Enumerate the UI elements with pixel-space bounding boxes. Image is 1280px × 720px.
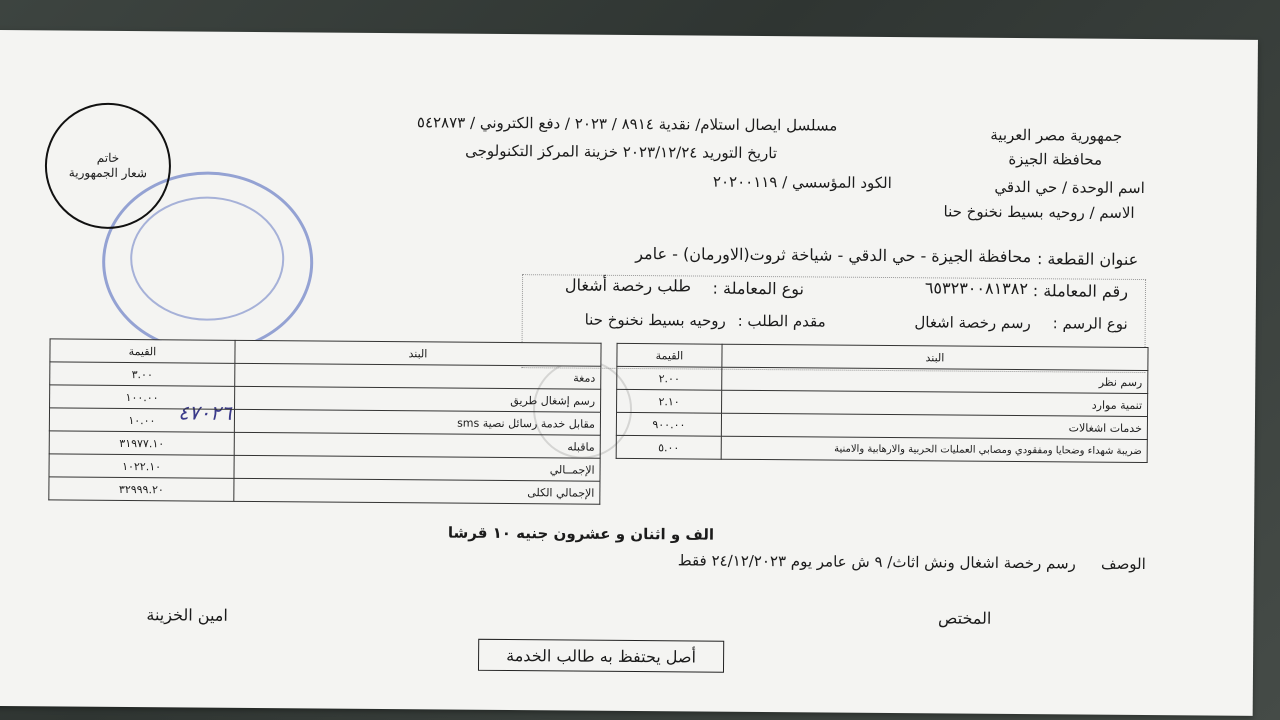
fee-type-value: رسم رخصة اشغال [914,313,1031,333]
description-value: رسم رخصة اشغال ونش اثاث/ ٩ ش عامر يوم ٢٤/١٢/٢٠٢٣ فقط [677,551,1076,573]
retention-note: أصل يحتفظ به طالب الخدمة [506,645,697,667]
item-cell: ماقبله [234,432,600,458]
transaction-type-value: طلب رخصة أشغال [564,275,692,296]
value-cell: ١٠٠.٠٠ [50,385,235,409]
column-header-value: القيمة [50,339,235,363]
applicant-value: روحيه بسيط نخنوخ حنا [584,310,726,330]
unit-name: اسم الوحدة / حي الدقي [994,177,1145,198]
description-label: الوصف [1101,554,1146,574]
value-cell: ٣٢٩٩٩.٢٠ [49,477,234,501]
item-cell: رسم نظر [722,367,1148,393]
plot-address-value: محافظة الجيزة - حي الدقي - شياخة ثروت(الاورمان) - عامر [635,244,1032,267]
fee-table-right [616,343,1149,463]
supply-date: تاريخ التوريد ٢٠٢٣/١٢/٢٤ خزينة المركز التكنولوجى [465,141,778,163]
institutional-code: الكود المؤسسي / ٢٠٢٠٠١١٩ [712,172,892,193]
stamp-line2: شعار الجمهورية [68,165,147,181]
amount-in-words: الف و اثنان و عشرون جنيه ١٠ قرشا [447,523,715,544]
fee-type-label: نوع الرسم : [1052,314,1128,333]
item-cell: ضريبة شهداء وضحايا ومفقودي ومصابي العمليات الحربية والارهابية والامنية [721,436,1147,462]
treasurer-signature-label: امين الخزينة [146,605,228,625]
item-cell: تنمية موارد [722,390,1148,416]
receipt-document [0,30,1258,716]
item-cell: دمغة [235,363,601,389]
payer-name: الاسم / روحيه بسيط نخنوخ حنا [943,202,1135,222]
value-cell: ٩٠٠.٠٠ [616,412,721,436]
transaction-no-value: ٦٥٣٢٣٠٠٨١٣٨٢ [924,278,1029,299]
item-cell: رسم إشغال طريق [235,386,601,412]
specialist-signature-label: المختص [938,608,992,628]
transaction-type-label: نوع المعاملة : [712,278,805,299]
value-cell: ٥.٠٠ [616,435,721,459]
value-cell: ٢.٠٠ [617,366,722,390]
table-row [616,435,1147,462]
item-cell: خدمات اشغالات [721,413,1147,439]
column-header-item: البند [722,344,1148,370]
applicant-label: مقدم الطلب : [737,311,826,331]
value-cell: ٢.١٠ [617,389,722,413]
value-cell: ١٠٢٢.١٠ [49,454,234,478]
governorate-name: محافظة الجيزة [1008,149,1103,169]
stamp-line1: خاتم [96,150,120,165]
country-name: جمهورية مصر العربية [990,125,1123,145]
fee-table-left [48,338,601,504]
column-header-value: القيمة [617,343,722,367]
plot-address-label: عنوان القطعة : [1036,249,1139,269]
item-cell: الإجمــالي [234,455,600,481]
value-cell: ١٠.٠٠ [49,408,234,432]
value-cell: ٣١٩٧٧.١٠ [49,431,234,455]
item-cell: الإجمالي الكلى [234,478,600,504]
emblem-stamp-circle [44,102,171,229]
table-row [49,477,600,504]
receipt-serial: مسلسل ايصال استلام/ نقدية ٨٩١٤ / ٢٠٢٣ / دفع الكتروني / ٥٤٢٨٧٣ [416,113,838,135]
column-header-item: البند [235,340,601,366]
transaction-no-label: رقم المعاملة : [1032,281,1129,301]
handwritten-note: ٤٧٠٢٦ [177,400,232,425]
item-cell: مقابل خدمة رسائل نصية sms [234,409,600,435]
official-seal-inner [130,196,285,321]
value-cell: ٣.٠٠ [50,362,235,386]
retention-note-box [478,639,724,673]
